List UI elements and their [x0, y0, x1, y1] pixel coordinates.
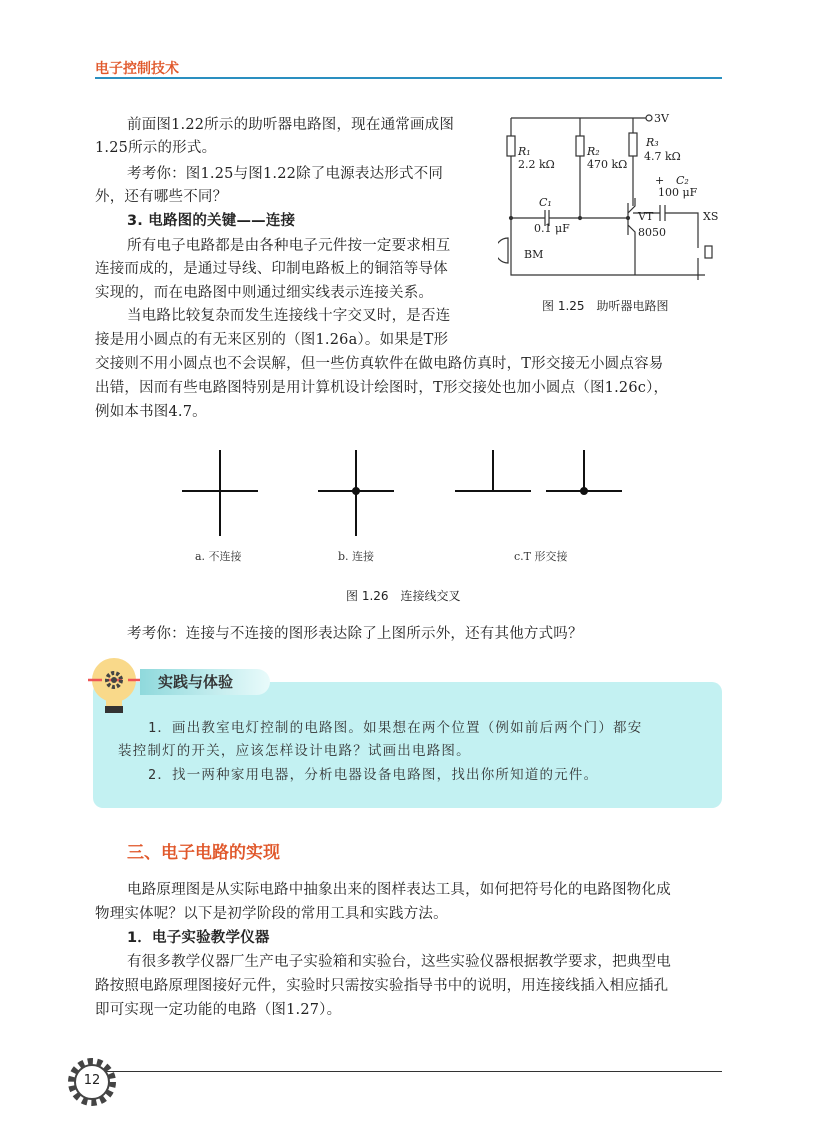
- practice-item: 1．画出教室电灯控制的电路图。如果想在两个位置（例如前后两个门）都安: [148, 720, 643, 736]
- label-r1-value: 2.2 kΩ: [518, 158, 555, 171]
- paragraph-line: 连接而成的，是通过导线、印制电路板上的铜箔等导体: [95, 261, 448, 277]
- fig-label-c: c.T 形交接: [514, 550, 568, 563]
- paragraph-line: 实现的，而在电路图中则通过细实线表示连接关系。: [95, 285, 434, 301]
- paragraph-line: 外，还有哪些不同？: [95, 189, 228, 205]
- paragraph-line: 1.25所示的形式。: [95, 140, 217, 156]
- subheading: 1．电子实验教学仪器: [127, 930, 270, 946]
- practice-title: 实践与体验: [140, 669, 270, 695]
- t-junction-with-dot: [546, 450, 622, 491]
- practice-item: 装控制灯的开关，应该怎样设计电路？试画出电路图。: [118, 743, 471, 759]
- paragraph-line: 物理实体呢？以下是初学阶段的常用工具和实践方法。: [95, 906, 448, 922]
- fig-label-a: a. 不连接: [195, 550, 242, 563]
- paragraph-line: 当电路比较复杂而发生连接线十字交叉时，是否连: [127, 308, 451, 324]
- paragraph-line: 考考你：图1.25与图1.22除了电源表达形式不同: [127, 166, 444, 182]
- label-vt-value: 8050: [638, 226, 666, 239]
- wire-crossing-figure: [170, 440, 640, 540]
- label-r1: R₁: [518, 145, 531, 158]
- paragraph-line: 前面图1.22所示的助听器电路图，现在通常画成图: [127, 117, 455, 133]
- running-header: 电子控制技术: [95, 61, 179, 77]
- practice-item: 2．找一两种家用电器，分析电器设备电路图，找出你所知道的元件。: [148, 767, 599, 783]
- label-r2-value: 470 kΩ: [587, 158, 628, 171]
- footer-rule: [100, 1071, 722, 1072]
- paragraph-line: 交接则不用小圆点也不会误解，但一些仿真软件在做电路仿真时，T形交接无小圆点容易: [95, 356, 664, 372]
- label-3v: 3V: [654, 112, 669, 125]
- figure-caption: 图 1.25 助听器电路图: [542, 299, 669, 313]
- junction-dot: [581, 488, 587, 494]
- paragraph-line: 有很多教学仪器厂生产电子实验箱和实验台，这些实验仪器根据教学要求，把典型电: [127, 954, 671, 970]
- label-c1-value: 0.1 μF: [534, 222, 570, 235]
- paragraph-line: 所有电子电路都是由各种电子元件按一定要求相互: [127, 238, 451, 254]
- page-number: 12: [83, 1073, 101, 1088]
- cross-no-dot: [182, 450, 258, 536]
- label-c1: C₁: [539, 196, 552, 209]
- section-heading: 三、电子电路的实现: [127, 843, 280, 863]
- label-bm: BM: [524, 248, 544, 261]
- label-plus: +: [655, 174, 665, 187]
- paragraph-line: 路按照电路原理图接好元件，实验时只需按实验指导书中的说明，用连接线插入相应插孔: [95, 978, 669, 994]
- label-c2: C₂: [676, 174, 689, 187]
- paragraph-line: 接是用小圆点的有无来区别的（图1.26a）。如果是T形: [95, 332, 449, 348]
- hearing-aid-circuit-diagram: [498, 108, 728, 288]
- lightbulb-gear-icon: [86, 655, 142, 717]
- paragraph-line: 例如本书图4.7。: [95, 404, 207, 420]
- junction-dot: [353, 488, 359, 494]
- paragraph-line: 即可实现一定功能的电路（图1.27）。: [95, 1002, 342, 1018]
- subheading: 3. 电路图的关键——连接: [127, 213, 296, 229]
- header-rule: [95, 77, 722, 79]
- label-c2-value: 100 μF: [658, 186, 698, 199]
- label-vt: VT: [638, 210, 654, 223]
- label-xs: XS: [703, 210, 719, 223]
- paragraph-line: 电路原理图是从实际电路中抽象出来的图样表达工具，如何把符号化的电路图物化成: [127, 882, 671, 898]
- paragraph-line: 出错，因而有些电路图特别是用计算机设计绘图时，T形交接处也加小圆点（图1.26c），: [95, 380, 669, 396]
- question: 考考你：连接与不连接的图形表达除了上图所示外，还有其他方式吗？: [127, 626, 583, 642]
- fig-label-b: b. 连接: [338, 550, 375, 563]
- label-r2: R₂: [587, 145, 600, 158]
- t-junction-no-dot: [455, 450, 531, 491]
- label-r3-value: 4.7 kΩ: [644, 150, 681, 163]
- figure-caption: 图 1.26 连接线交叉: [346, 589, 461, 603]
- label-r3: R₃: [646, 136, 659, 149]
